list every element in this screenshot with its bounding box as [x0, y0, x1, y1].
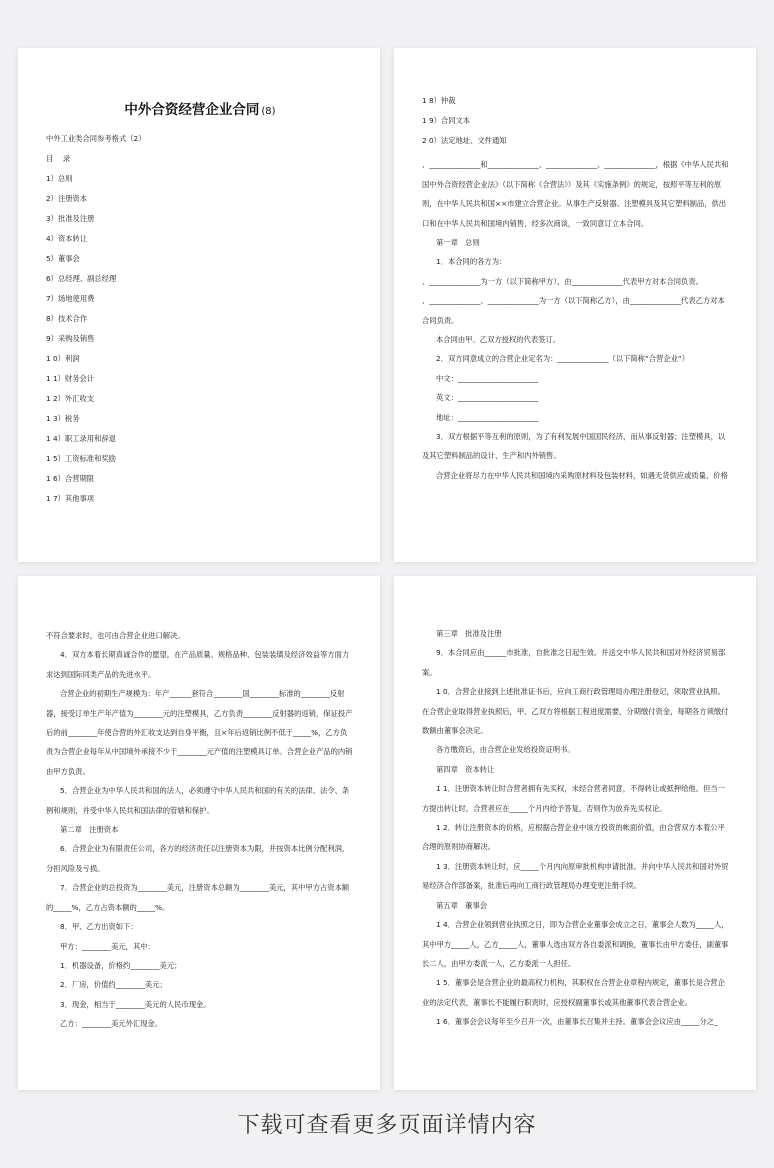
chapter-heading: 第五章 董事会 — [436, 900, 488, 910]
toc-item: 9）采购及销售 — [46, 333, 95, 343]
chapter-heading: 第二章 注册资本 — [60, 825, 119, 835]
document-title-number: (8) — [261, 106, 276, 117]
paragraph: 本合同由甲、乙双方授权的代表签订。 — [436, 335, 561, 345]
paragraph: 1 6．董事会会议每年至少召开一次，由董事长召集并主持。董事会会议应由_____分之_ — [436, 1017, 718, 1027]
toc-item: 1）总则 — [46, 173, 73, 183]
toc-item: 3）批准及注册 — [46, 213, 95, 223]
toc-item: 1 2）外汇收支 — [46, 393, 95, 403]
toc-item: 8）技术合作 — [46, 313, 88, 323]
document-page-2 — [394, 48, 756, 562]
toc-item: 6）总经理、副总经理 — [46, 273, 117, 283]
paragraph: 、______________、______________为一方（以下简称乙方），由______________代表乙方对本合同负责。 — [422, 296, 725, 325]
paragraph: 4．双方本着长期真诚合作的愿望，在产品质量、规格品种、包装装璜及经济效益等方面力求达到国际同类产品的先进水平。 — [46, 650, 350, 679]
document-page-3 — [18, 576, 380, 1090]
document-title-text: 中外合资经营企业合同 — [124, 102, 260, 118]
paragraph: 合营企业的初期生产规模为：年产______套符合________国________标准的________反射器，接受订单生产年产值为________元的注塑模具，乙方负责________反射器的返销，保证投产后的前________年使合营的外汇收支达到自身平衡，且×年后返销比例不低于_____%，乙方负责为合营企业每年从中国境外承接不少于________元产值的注塑模具订单。合营企业产品的内销由甲方负责。 — [46, 689, 353, 776]
paragraph: 1 5．董事会是合营企业的最高权力机构，其职权在合营企业章程内规定，董事长是合营企业的法定代表，董事长不能履行职责时，应授权副董事长或其他董事代表合营企业。 — [422, 978, 725, 1007]
paragraph: 合营企业将尽力在中华人民共和国境内采购原材料及包装材料，如遇无货供应或质量、价格 — [436, 470, 728, 480]
toc-item: 4）资本转让 — [46, 233, 88, 243]
paragraph: 不符合要求时，也可由合营企业进口解决。 — [46, 631, 185, 640]
toc-item: 1 0）利润 — [46, 353, 80, 363]
page-4-content — [422, 624, 730, 1032]
document-page-1 — [18, 48, 380, 562]
paragraph: 1 2．转让注册资本的价格，应根据合营企业中该方投资的帐面价值，由合营双方本着公平合理的原则协商解决。 — [422, 823, 725, 852]
toc-item: 2 0）法定地址、文件通知 — [422, 135, 507, 145]
toc-item: 1 9）合同文本 — [422, 115, 471, 125]
toc-item: 1 4）职工录用和辞退 — [46, 433, 116, 443]
document-page-4 — [394, 576, 756, 1090]
paragraph: 1 4．合营企业领到营业执照之日，即为合营企业董事会成立之日，董事会人数为_____人，其中甲方_____人，乙方_____人，董事人选由双方各自委派和调换，董事长由甲方委任，副董事长二人，由甲方委派一人，乙方委派一人担任。 — [422, 920, 729, 968]
paragraph: 8．甲、乙方出资如下： — [60, 922, 138, 932]
paragraph: 3．双方根据平等互利的原则，为了有利发展中国国民经济，而从事反射器；注塑模具，以及其它塑料制品的设计、生产和内外销售。 — [422, 432, 726, 461]
paragraph: 9．本合同应由______市批准，自批准之日起生效。并送交中华人民共和国对外经济贸易部案。 — [422, 648, 726, 677]
toc-item: 1 7）其他事项 — [46, 493, 95, 503]
toc-item: 1 6）合营期限 — [46, 473, 95, 483]
paragraph: 1．本合同的各方为： — [436, 257, 507, 267]
paragraph: 1 1．注册资本转让时合营者拥有先买权，未经合营者同意，不得转让或抵押给他。但当一方提出转让时，合营者应在_____个月内给予答复，否则作为放弃先买权论。 — [422, 784, 725, 813]
page-1-content — [46, 98, 354, 514]
list-item: 3．现金，相当于________美元的人民币现金。 — [60, 999, 211, 1009]
page-3-content — [46, 626, 354, 1034]
toc-item: 2）注册资本 — [46, 193, 88, 203]
document-subtitle: 中外工业类合同参考格式（2） — [46, 134, 146, 143]
paragraph: 5．合营企业为中华人民共和国的法人，必须遵守中华人民共和国的有关的法律、法令、条例和规则，并受中华人民共和国法律的管辖和保护。 — [46, 786, 350, 815]
paragraph: 甲方：________美元，其中： — [60, 941, 155, 951]
field-line: 英文：______________________ — [436, 393, 539, 403]
toc-item: 5）董事会 — [46, 253, 80, 263]
paragraph: 1 0．合营企业接到上述批准证书后，应向工商行政管理局办理注册登记，领取营业执照。在合营企业取得营业执照后，甲、乙双方将根据工程进度需要，分期缴付资金，每期各方须缴付数额由董事会决定。 — [422, 687, 729, 736]
paragraph: 6．合营企业为有限责任公司，各方的经济责任以注册资本为限，并按资本比例分配利润，分担风险及亏损。 — [46, 844, 350, 873]
chapter-heading: 第一章 总则 — [436, 238, 480, 248]
paragraph: 、______________为一方（以下简称甲方），由______________代表甲方对本合同负责。 — [422, 276, 703, 286]
list-item: 2．厂房，价值约________美元； — [60, 980, 167, 990]
preamble-paragraph: 、______________和______________、______________、______________，根据《中华人民共和国中外合资经营企业法》（以下简称《合营法》）及其《实施条例》的规定，按照平等互利的原则，在中华人民共和国××市建立合营企业。从事生产反射器、注塑模具及其它塑料制品，供出口和在中华人民共和国境内销售，经多次商谈，一致同意订立本合同。 — [422, 160, 729, 228]
toc-item: 1 8）仲裁 — [422, 96, 456, 105]
toc-item: 1 5）工资标准和奖励 — [46, 453, 116, 463]
paragraph: 各方缴资后，由合营企业发给投资证明书。 — [436, 745, 575, 755]
page-2-content — [422, 96, 730, 485]
paragraph: 7．合营企业的总投资为________美元，注册资本总额为________美元，其中甲方占资本额的_____%，乙方占资本额的_____%。 — [46, 883, 350, 912]
toc-item: 1 3）税务 — [46, 413, 80, 423]
chapter-heading: 第四章 资本转让 — [436, 764, 495, 774]
paragraph: 1 3．注册资本转让时，应_____个月内向原审批机构申请批准。并向中华人民共和国对外贸易经济合作部备案，批准后再向工商行政管理局办理变更注册手续。 — [422, 861, 729, 891]
paragraph: 2．双方同意成立的合营企业定名为：______________（以下简称“合营企业”） — [436, 354, 689, 364]
table-of-contents — [46, 174, 354, 503]
list-item: 1．机器设备，价格约________美元； — [60, 960, 182, 970]
field-line: 地址：______________________ — [436, 412, 539, 422]
chapter-heading: 第三章 批准及注册 — [436, 629, 502, 638]
toc-item: 7）场地使用费 — [46, 293, 95, 303]
document-title — [46, 98, 354, 118]
field-line: 中文：______________________ — [436, 373, 539, 383]
paragraph: 乙方：________美元外汇现金。 — [60, 1019, 163, 1029]
download-more-caption: 下载可查看更多页面详情内容 — [237, 1113, 537, 1138]
toc-item: 1 1）财务会计 — [46, 373, 95, 383]
toc-heading: 目 录 — [46, 153, 71, 163]
